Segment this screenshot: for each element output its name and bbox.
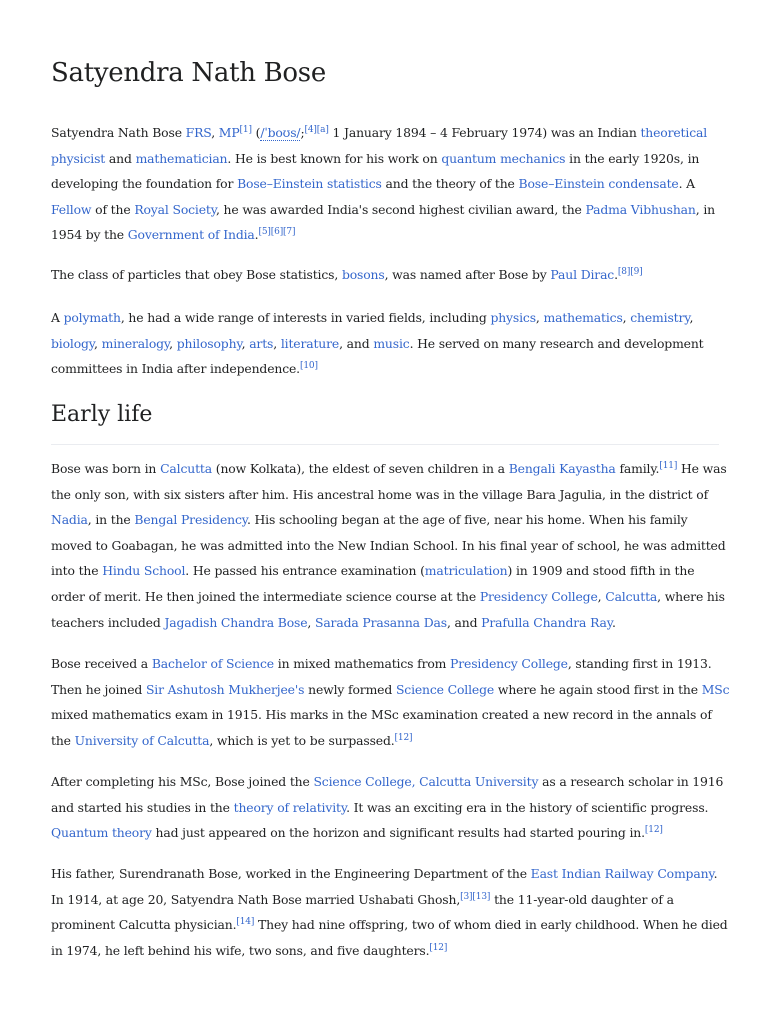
section-heading-early-life: Early life xyxy=(51,402,153,427)
citation-5-6-7[interactable]: [5][6][7] xyxy=(258,227,296,238)
text: He was the only son, with six sisters after him. His ancestral home was in the village Bara Jagulia, in the district of xyxy=(51,461,727,502)
text: . He served on many research and development committees in India after independence. xyxy=(51,335,704,377)
link-bengali-kayastha[interactable]: Bengali Kayastha xyxy=(508,461,616,476)
text: ( xyxy=(251,125,261,140)
link-east-indian-railway-company[interactable]: East Indian Railway Company xyxy=(530,866,714,881)
link-hindu-school[interactable]: Hindu School xyxy=(102,563,186,579)
link-prafulla-chandra-ray[interactable]: Prafulla Chandra Ray xyxy=(481,614,612,630)
text: , xyxy=(211,125,219,140)
text: Satyendra Nath Bose xyxy=(51,125,186,140)
text: . His schooling began at the age of five, near his home. When his family moved to Goabagan, he was admitted into the New Indian School. In his final year of school, he was admitted into the xyxy=(51,512,726,579)
text: . He passed his entrance examination ( xyxy=(185,563,425,579)
text: , in 1954 by the xyxy=(51,201,715,243)
link-calcutta[interactable]: Calcutta xyxy=(160,461,212,476)
text: , xyxy=(307,614,315,630)
ipa-pronunciation[interactable]: /ˈboʊs/ xyxy=(260,125,301,140)
link-science-college-calcutta-university[interactable]: Science College, Calcutta University xyxy=(313,774,539,789)
link-literature[interactable]: literature xyxy=(280,335,340,351)
text: where he again stood first in the xyxy=(494,681,702,697)
text: His father, Surendranath Bose, worked in the Engineering Department of the xyxy=(51,866,531,881)
link-jagadish-chandra-bose[interactable]: Jagadish Chandra Bose xyxy=(164,614,308,630)
link-bachelor-of-science[interactable]: Bachelor of Science xyxy=(151,656,274,671)
link-matriculation[interactable]: matriculation xyxy=(424,563,508,579)
link-presidency-college[interactable]: Presidency College xyxy=(479,588,598,604)
text: , and xyxy=(446,614,482,630)
link-theory-of-relativity[interactable]: theory of relativity xyxy=(233,799,347,815)
link-mathematics[interactable]: mathematics xyxy=(543,310,623,325)
early-life-paragraph-1 xyxy=(51,456,731,635)
link-calcutta-2[interactable]: Calcutta xyxy=(605,588,658,604)
link-mineralogy[interactable]: mineralogy xyxy=(101,335,170,351)
text: as a research scholar in 1916 and started his studies in the xyxy=(51,774,724,815)
link-msc[interactable]: MSc xyxy=(701,681,730,697)
link-philosophy[interactable]: philosophy xyxy=(176,335,242,351)
link-theoretical-physicist[interactable]: theoretical physicist xyxy=(51,125,708,166)
link-presidency-college[interactable]: Presidency College xyxy=(450,656,568,671)
text: They had nine offspring, two of whom died in early childhood. When he died in 1974, he left behind his wife, two sons, and five daughters. xyxy=(51,917,728,958)
link-government-of-india[interactable]: Government of India xyxy=(127,227,255,243)
citation-4a[interactable]: [4][a] xyxy=(304,125,329,135)
text: , xyxy=(622,310,631,325)
citation-8-9[interactable]: [8][9] xyxy=(617,267,643,277)
text: and xyxy=(105,150,136,166)
text: Bose was born in xyxy=(51,461,161,476)
text: mixed mathematics exam in 1915. His marks in the MSc examination created a new record in the annals of the xyxy=(51,707,712,748)
text: , which is yet to be surpassed. xyxy=(209,732,395,748)
text: , and xyxy=(339,335,374,351)
text: , xyxy=(241,335,250,351)
link-ashutosh-mukherjee[interactable]: Sir Ashutosh Mukherjee's xyxy=(145,681,305,697)
link-royal-society[interactable]: Royal Society xyxy=(134,201,216,217)
page-title: Satyendra Nath Bose xyxy=(51,58,326,88)
text: and the theory of the xyxy=(381,176,519,192)
text: , xyxy=(273,335,281,351)
text: , standing first in 1913. Then he joined xyxy=(51,656,712,697)
text: A xyxy=(51,310,64,325)
text: , xyxy=(94,335,102,351)
link-music[interactable]: music xyxy=(373,335,410,351)
lead-paragraph xyxy=(51,120,731,248)
link-chemistry[interactable]: chemistry xyxy=(630,310,690,325)
text: , he had a wide range of interests in varied fields, including xyxy=(120,310,491,325)
link-bose-einstein-statistics[interactable]: Bose–Einstein statistics xyxy=(237,176,382,192)
citation-11[interactable]: [11] xyxy=(659,461,678,471)
link-arts[interactable]: arts xyxy=(249,335,274,351)
link-university-of-calcutta[interactable]: University of Calcutta xyxy=(74,732,210,748)
link-bosons[interactable]: bosons xyxy=(341,267,385,282)
text: . xyxy=(614,267,618,282)
text: Bose received a xyxy=(51,656,152,671)
link-mathematician[interactable]: mathematician xyxy=(135,150,228,166)
text: , xyxy=(535,310,544,325)
citation-12[interactable]: [12] xyxy=(394,732,413,743)
text: , in the xyxy=(87,512,135,528)
link-bengal-presidency[interactable]: Bengal Presidency xyxy=(134,512,247,528)
link-padma-vibhushan[interactable]: Padma Vibhushan xyxy=(585,201,696,217)
link-paul-dirac[interactable]: Paul Dirac xyxy=(550,267,615,282)
text: , xyxy=(169,335,177,351)
polymath-paragraph xyxy=(51,305,731,382)
text: had just appeared on the horizon and significant results had started pouring in. xyxy=(151,825,645,841)
text: , xyxy=(689,310,694,325)
link-bose-einstein-condensate[interactable]: Bose–Einstein condensate xyxy=(518,176,679,192)
text: 1 January 1894 – 4 February 1974) was an Indian xyxy=(328,125,641,140)
text: . In 1914, at age 20, Satyendra Nath Bose married Ushabati Ghosh, xyxy=(51,866,718,907)
text: in mixed mathematics from xyxy=(273,656,451,671)
citation-14[interactable]: [14] xyxy=(236,917,255,928)
link-nadia[interactable]: Nadia xyxy=(51,512,88,528)
citation-12[interactable]: [12] xyxy=(429,942,448,953)
citation-10[interactable]: [10] xyxy=(299,361,318,372)
link-biology[interactable]: biology xyxy=(51,335,95,351)
bosons-paragraph xyxy=(51,262,731,288)
text: . xyxy=(254,227,259,243)
early-life-paragraph-4 xyxy=(51,861,731,963)
mp-link[interactable]: MP xyxy=(218,125,240,140)
text: of the xyxy=(91,201,135,217)
text: . He is best known for his work on xyxy=(227,150,442,166)
link-polymath[interactable]: polymath xyxy=(63,310,121,325)
text: (now Kolkata), the eldest of seven children in a xyxy=(211,461,509,476)
text: , he was awarded India's second highest civilian award, the xyxy=(215,201,586,217)
text: . It was an exciting era in the history of scientific progress. xyxy=(346,799,709,815)
link-sarada-prasanna-das[interactable]: Sarada Prasanna Das xyxy=(314,614,447,630)
link-fellow[interactable]: Fellow xyxy=(51,201,92,217)
text: , was named after Bose by xyxy=(384,267,551,282)
link-quantum-theory[interactable]: Quantum theory xyxy=(51,825,152,841)
section-divider xyxy=(51,444,719,445)
text: , where his teachers included xyxy=(51,588,725,630)
text: After completing his MSc, Bose joined the xyxy=(51,774,314,789)
link-quantum-mechanics[interactable]: quantum mechanics xyxy=(441,150,566,166)
citation-12[interactable]: [12] xyxy=(644,825,663,836)
text: The class of particles that obey Bose statistics, xyxy=(51,267,342,282)
text: in the early 1920s, in developing the foundation for xyxy=(51,150,700,192)
citation-3-13[interactable]: [3][13] xyxy=(460,891,491,902)
text: ; xyxy=(300,125,305,140)
text: newly formed xyxy=(304,681,396,697)
early-life-paragraph-2 xyxy=(51,651,731,753)
text: . A xyxy=(678,176,695,192)
text: the 11-year-old daughter of a prominent Calcutta physician. xyxy=(51,891,674,933)
text: ) in 1909 and stood fifth in the order of merit. He then joined the intermediate science course at the xyxy=(51,563,695,604)
text: family. xyxy=(615,461,660,476)
text: . xyxy=(611,614,616,630)
early-life-paragraph-3 xyxy=(51,769,731,846)
frs-link[interactable]: FRS xyxy=(185,125,212,140)
text: , xyxy=(597,588,606,604)
link-physics[interactable]: physics xyxy=(490,310,536,325)
link-science-college[interactable]: Science College xyxy=(395,681,495,697)
citation-1[interactable]: [1] xyxy=(239,125,252,135)
